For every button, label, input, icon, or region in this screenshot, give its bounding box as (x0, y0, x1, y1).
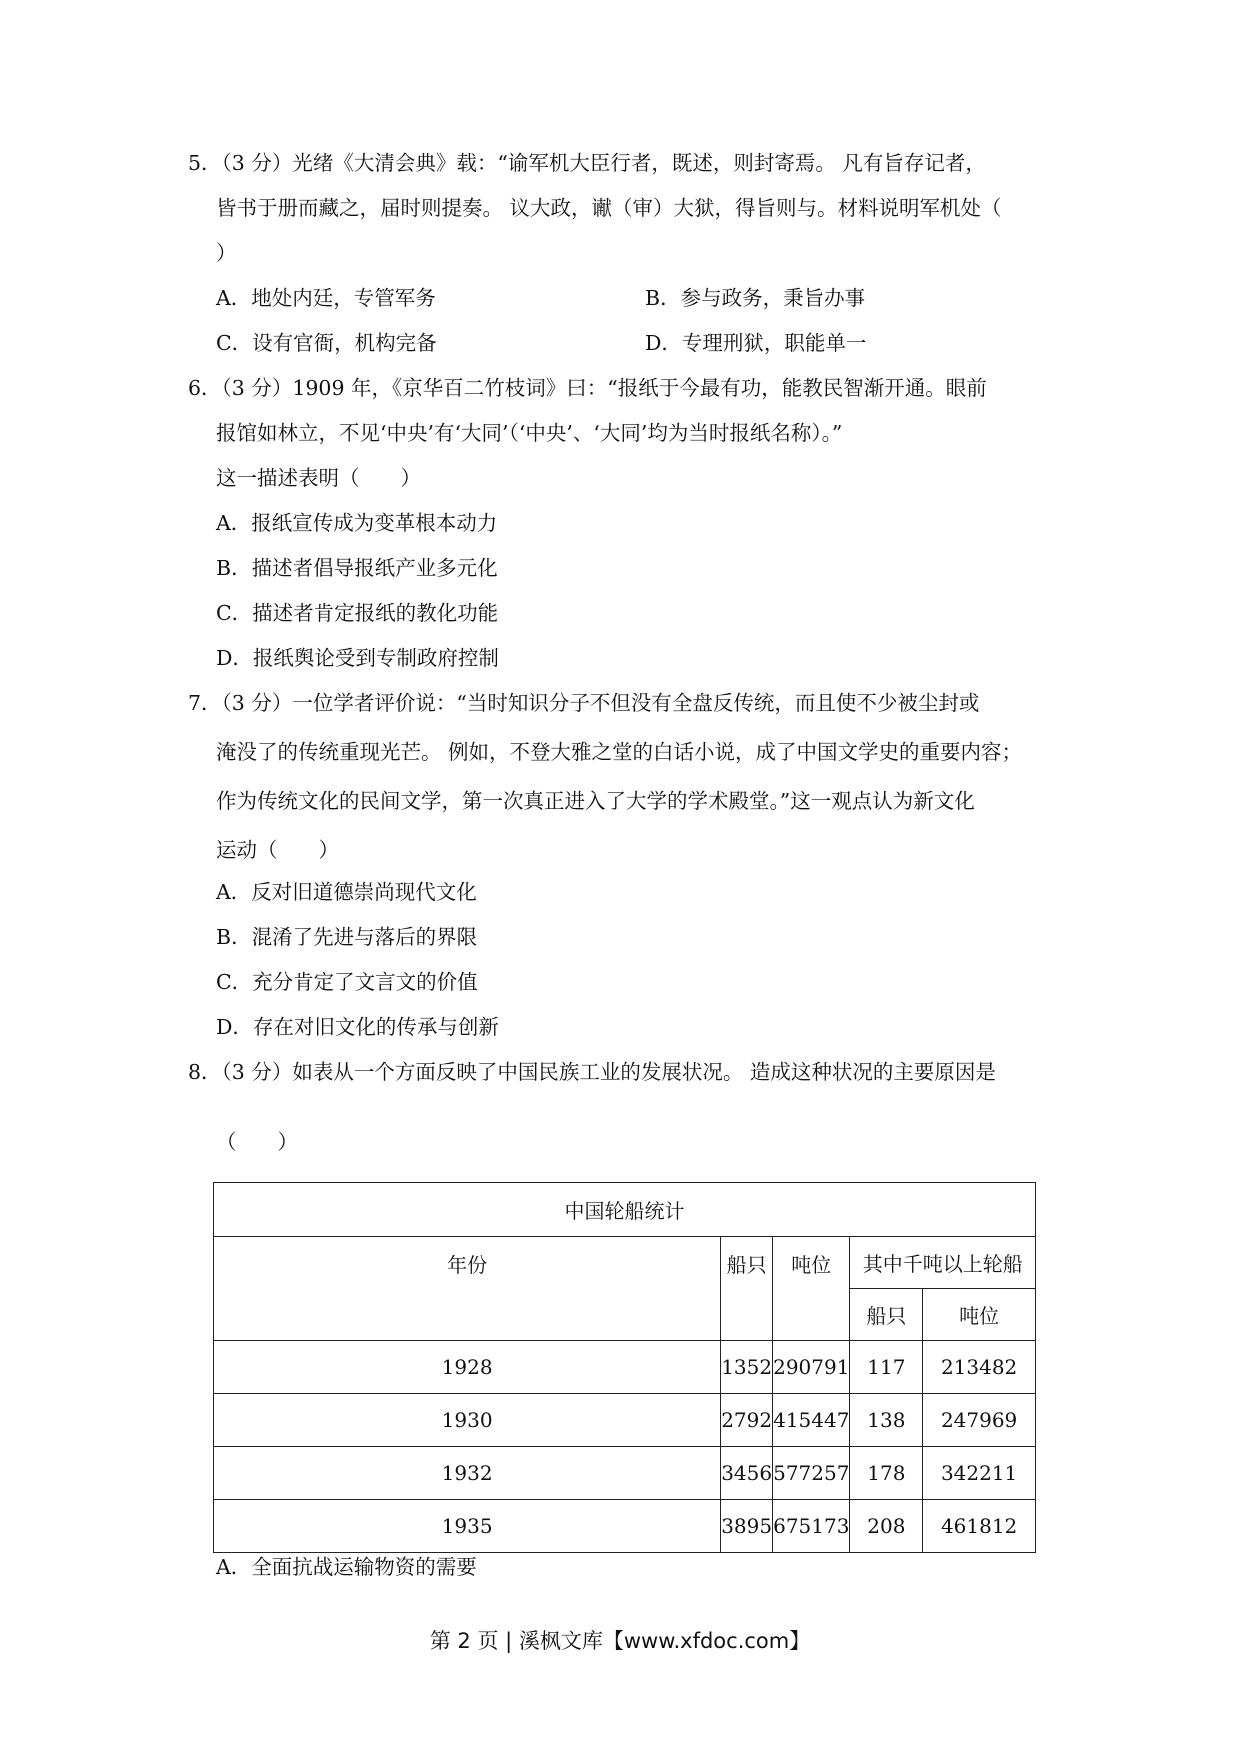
q6-line-2: 报馆如林立，不见‘中央’有‘大同’（‘中央’、‘大同’均为当时报纸名称）。” (216, 421, 843, 445)
cell-year: 1935 (214, 1500, 721, 1553)
q6-option-d: D．报纸舆论受到专制政府控制 (216, 646, 499, 670)
cell-year: 1928 (214, 1341, 721, 1394)
cell-tonnage: 290791 (773, 1341, 850, 1394)
table-row (214, 1341, 1036, 1394)
cell-large-ships: 138 (850, 1394, 923, 1447)
q7-option-b: B．混淆了先进与落后的界限 (216, 925, 478, 949)
q6-line-3: 这一描述表明（ ） (216, 466, 421, 490)
cell-large-tonnage: 247969 (923, 1394, 1036, 1447)
header-tonnage: 吨位 (773, 1237, 850, 1341)
q5-option-a: A．地处内廷，专管军务 (216, 286, 436, 310)
table-row (214, 1447, 1036, 1500)
cell-tonnage: 415447 (773, 1394, 850, 1447)
q7-option-c: C．充分肯定了文言文的价值 (216, 970, 478, 994)
table-row (214, 1394, 1036, 1447)
q8-line-2: （ ） (216, 1130, 298, 1154)
q6-line-1: 6．（3 分）1909 年，《京华百二竹枝词》曰：“报纸于今最有功，能教民智渐开通。眼前 (188, 376, 987, 400)
header-ships: 船只 (721, 1237, 773, 1341)
table-row (214, 1500, 1036, 1553)
q5-option-c: C．设有官衙，机构完备 (216, 331, 437, 355)
cell-large-tonnage: 461812 (923, 1500, 1036, 1553)
cell-year: 1932 (214, 1447, 721, 1500)
cell-ships: 3895 (721, 1500, 773, 1553)
cell-ships: 3456 (721, 1447, 773, 1500)
cell-large-ships: 208 (850, 1500, 923, 1553)
q6-option-a: A．报纸宣传成为变革根本动力 (216, 511, 498, 535)
cell-tonnage: 577257 (773, 1447, 850, 1500)
cell-large-ships: 117 (850, 1341, 923, 1394)
ship-statistics-table (213, 1182, 1036, 1553)
cell-large-ships: 178 (850, 1447, 923, 1500)
q5-line-1: 5．（3 分）光绪《大清会典》载：“谕军机大臣行者，既述，则封寄焉。 凡有旨存记者， (188, 151, 986, 175)
cell-tonnage: 675173 (773, 1500, 850, 1553)
page-footer: 第 2 页 | 溪枫文库【www.xfdoc.com】 (429, 1629, 811, 1653)
q6-option-b: B．描述者倡导报纸产业多元化 (216, 556, 498, 580)
q6-option-c: C．描述者肯定报纸的教化功能 (216, 601, 499, 625)
cell-large-tonnage: 213482 (923, 1341, 1036, 1394)
header-year: 年份 (214, 1237, 721, 1341)
cell-large-tonnage: 342211 (923, 1447, 1036, 1500)
q7-line-4: 运动（ ） (216, 838, 339, 862)
table-title: 中国轮船统计 (214, 1183, 1036, 1237)
header-large-ships: 船只 (850, 1289, 923, 1341)
header-large-tonnage: 吨位 (923, 1289, 1036, 1341)
q5-line-2: 皆书于册而藏之，届时则提奏。 议大政，谳（审）大狱，得旨则与。材料说明军机处（ (216, 196, 1002, 220)
q7-line-3: 作为传统文化的民间文学，第一次真正进入了大学的学术殿堂。”这一观点认为新文化 (216, 789, 975, 813)
cell-ships: 1352 (721, 1341, 773, 1394)
q7-line-2: 淹没了的传统重现光芒。 例如，不登大雅之堂的白话小说，成了中国文学史的重要内容； (216, 740, 1023, 764)
header-large-ships-group: 其中千吨以上轮船 (850, 1237, 1036, 1289)
q8-option-a: A．全面抗战运输物资的需要 (216, 1555, 477, 1579)
q7-line-1: 7．（3 分）一位学者评价说：“当时知识分子不但没有全盘反传统，而且使不少被尘封或 (188, 691, 980, 715)
cell-ships: 2792 (721, 1394, 773, 1447)
q5-line-3: ） (216, 241, 237, 265)
q7-option-a: A．反对旧道德崇尚现代文化 (216, 880, 477, 904)
q5-option-d: D．专理刑狱，职能单一 (645, 331, 867, 355)
q7-option-d: D．存在对旧文化的传承与创新 (216, 1015, 499, 1039)
q8-line-1: 8．（3 分）如表从一个方面反映了中国民族工业的发展状况。 造成这种状况的主要原因是 (188, 1060, 996, 1084)
cell-year: 1930 (214, 1394, 721, 1447)
q5-option-b: B．参与政务，秉旨办事 (645, 286, 866, 310)
